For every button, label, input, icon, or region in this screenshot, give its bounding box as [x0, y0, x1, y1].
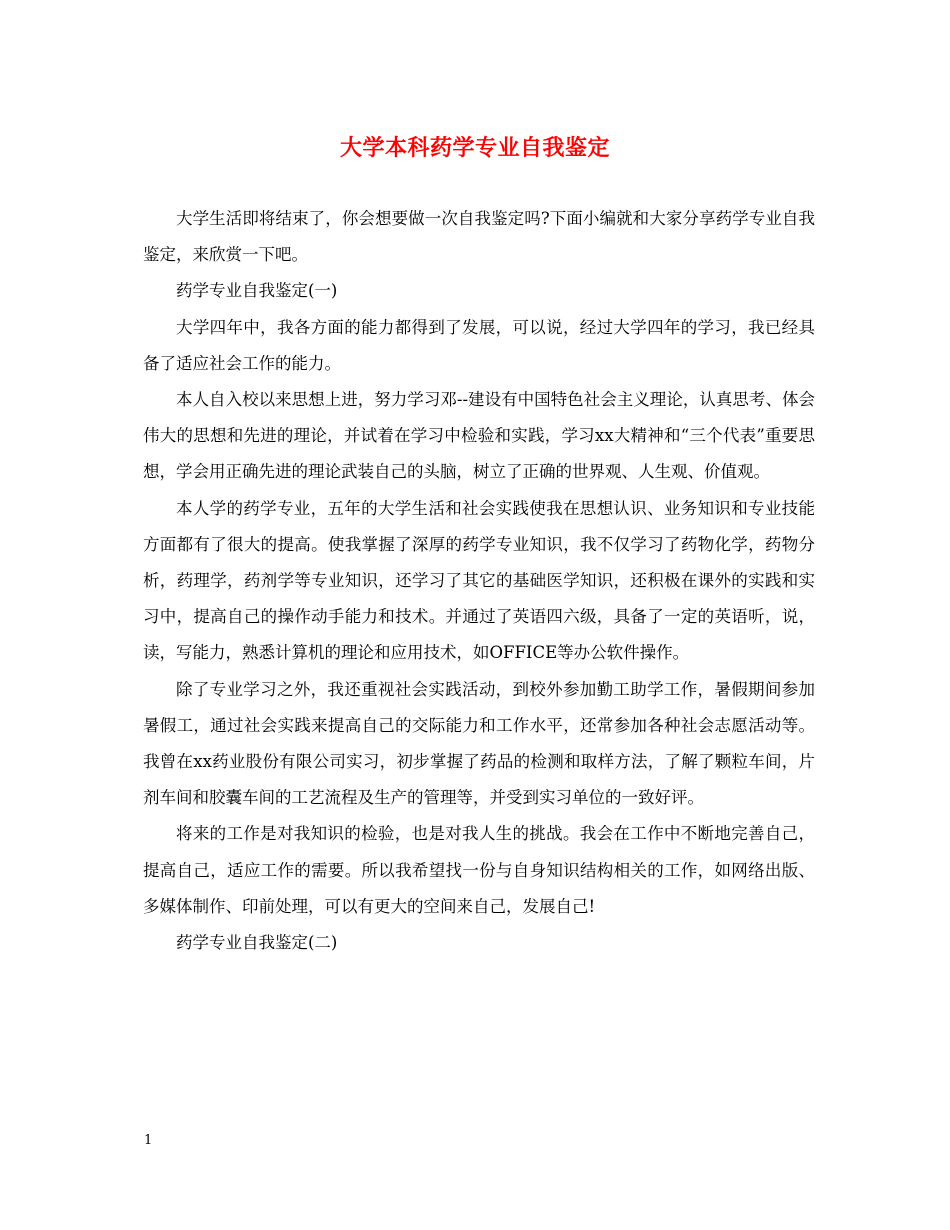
body-paragraph: 除了专业学习之外，我还重视社会实践活动，到校外参加勤工助学工作，暑假期间参加暑假工，通过社会实践来提高自己的交际能力和工作水平，还常参加各种社会志愿活动等。我曾在xx药业股份有限公司实习，初步掌握了药品的检测和取样方法，了解了颗粒车间，片剂车间和胶囊车间的工艺流程及生产的管理等，并受到实习单位的一致好评。: [143, 679, 815, 808]
body-paragraph: 大学四年中，我各方面的能力都得到了发展，可以说，经过大学四年的学习，我已经具备了适应社会工作的能力。: [143, 317, 815, 373]
section-heading-two: 药学专业自我鉴定(二): [176, 933, 338, 953]
body-paragraph: 将来的工作是对我知识的检验，也是对我人生的挑战。我会在工作中不断地完善自己，提高自己，适应工作的需要。所以我希望找一份与自身知识结构相关的工作，如网络出版、多媒体制作、印前处理，可以有更大的空间来自己，发展自己!: [143, 824, 815, 916]
intro-paragraph: 大学生活即将结束了，你会想要做一次自我鉴定吗?下面小编就和大家分享药学专业自我鉴定，来欣赏一下吧。: [143, 209, 815, 265]
document-title: 大学本科药学专业自我鉴定: [339, 135, 610, 161]
page-number: 1: [144, 1133, 153, 1148]
document-body: [143, 201, 815, 961]
body-paragraph: 本人自入校以来思想上进，努力学习邓--建设有中国特色社会主义理论，认真思考、体会伟大的思想和先进的理论，并试着在学习中检验和实践，学习xx大精神和“三个代表”重要思想，学会用正确先进的理论武装自己的头脑，树立了正确的世界观、人生观、价值观。: [143, 390, 815, 482]
body-paragraph: 本人学的药学专业，五年的大学生活和社会实践使我在思想认识、业务知识和专业技能方面都有了很大的提高。使我掌握了深厚的药学专业知识，我不仅学习了药物化学，药物分析，药理学，药剂学等专业知识，还学习了其它的基础医学知识，还积极在课外的实践和实习中，提高自己的操作动手能力和技术。并通过了英语四六级，具备了一定的英语听，说，读，写能力，熟悉计算机的理论和应用技术，如OFFICE等办公软件操作。: [143, 498, 815, 663]
section-heading-one: 药学专业自我鉴定(一): [176, 281, 338, 301]
